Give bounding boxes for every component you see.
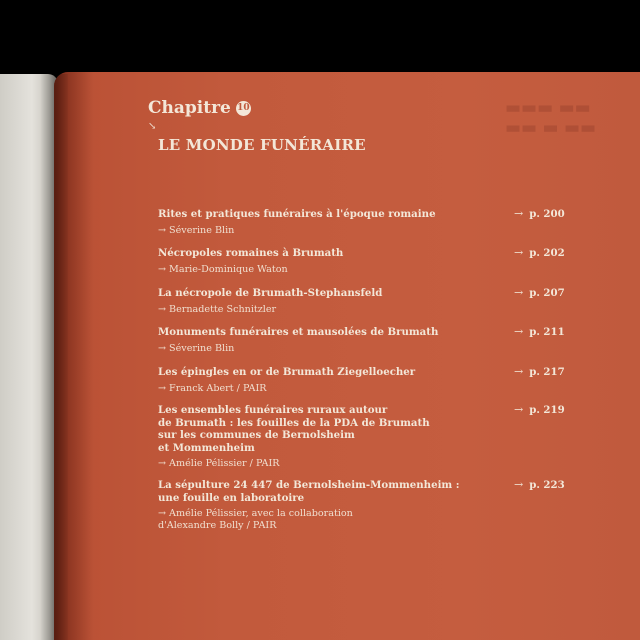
toc-entry-title: Nécropoles romaines à Brumath — [158, 247, 344, 259]
toc-entry — [158, 287, 578, 316]
right-arrow-icon: → — [514, 478, 524, 491]
right-arrow-icon: → — [158, 458, 167, 469]
right-arrow-icon: → — [158, 263, 167, 275]
toc-entry-title: Les ensembles funéraires ruraux autour de Brumath : les fouilles de la PDA de Brumath sur les communes de Bernolsheim et Mommenheim — [158, 404, 430, 454]
toc-entry-author: → Séverine Blin — [158, 342, 235, 354]
toc-entry — [158, 247, 578, 276]
toc-entry-page: → p. 219 — [514, 403, 565, 416]
chapter-number-badge: 10 — [236, 101, 251, 116]
right-arrow-icon: → — [514, 325, 524, 338]
right-arrow-icon: → — [158, 382, 167, 394]
chapter-label: Chapitre — [148, 98, 231, 118]
toc-entry-author: → Franck Abert / PAIR — [158, 382, 267, 394]
right-arrow-icon: → — [514, 286, 524, 299]
toc-entry-page: → p. 200 — [514, 207, 565, 220]
toc-entry-page: → p. 202 — [514, 246, 565, 259]
toc-entry-page: → p. 207 — [514, 286, 565, 299]
toc-entry — [158, 326, 578, 355]
right-arrow-icon: → — [158, 342, 167, 354]
toc-entry-title: Les épingles en or de Brumath Ziegelloecher — [158, 366, 416, 378]
toc-entry-title: Monuments funéraires et mausolées de Brumath — [158, 326, 439, 338]
chapter-heading — [148, 98, 251, 118]
right-arrow-icon: → — [514, 207, 524, 220]
toc-entry-page: → p. 223 — [514, 478, 565, 491]
toc-entry-author: → Amélie Pélissier / PAIR — [158, 458, 280, 469]
toc-entry — [158, 366, 578, 395]
toc-entry — [158, 479, 578, 532]
toc-entry-title: La nécropole de Brumath-Stephansfeld — [158, 287, 383, 299]
right-arrow-icon: → — [158, 224, 167, 236]
toc-entry — [158, 404, 578, 470]
right-arrow-icon: → — [514, 365, 524, 378]
page-curl-shadow — [54, 72, 94, 640]
toc-entry-title: La sépulture 24 447 de Bernolsheim-Mommenheim : une fouille en laboratoire — [158, 479, 460, 504]
corner-arrow-icon: ↘ — [148, 121, 157, 132]
toc-entry-author: → Marie-Dominique Waton — [158, 263, 288, 275]
show-through-text: ▬▬▬ ▬▬ ▬▬ ▬ ▬▬ — [505, 98, 597, 138]
right-arrow-icon: → — [514, 246, 524, 259]
toc-entry-author: → Bernadette Schnitzler — [158, 303, 277, 315]
toc-entry-author: → Amélie Pélissier, avec la collaboration d'Alexandre Bolly / PAIR — [158, 508, 353, 531]
toc-entry — [158, 208, 578, 237]
toc-entry-page: → p. 217 — [514, 365, 565, 378]
toc-entry-page: → p. 211 — [514, 325, 565, 338]
right-arrow-icon: → — [158, 303, 167, 315]
toc-entry-title: Rites et pratiques funéraires à l'époque romaine — [158, 208, 436, 220]
right-arrow-icon: → — [158, 508, 167, 519]
right-arrow-icon: → — [514, 403, 524, 416]
right-page — [54, 72, 640, 640]
section-title: LE MONDE FUNÉRAIRE — [158, 136, 366, 154]
toc-entry-author: → Séverine Blin — [158, 224, 235, 236]
